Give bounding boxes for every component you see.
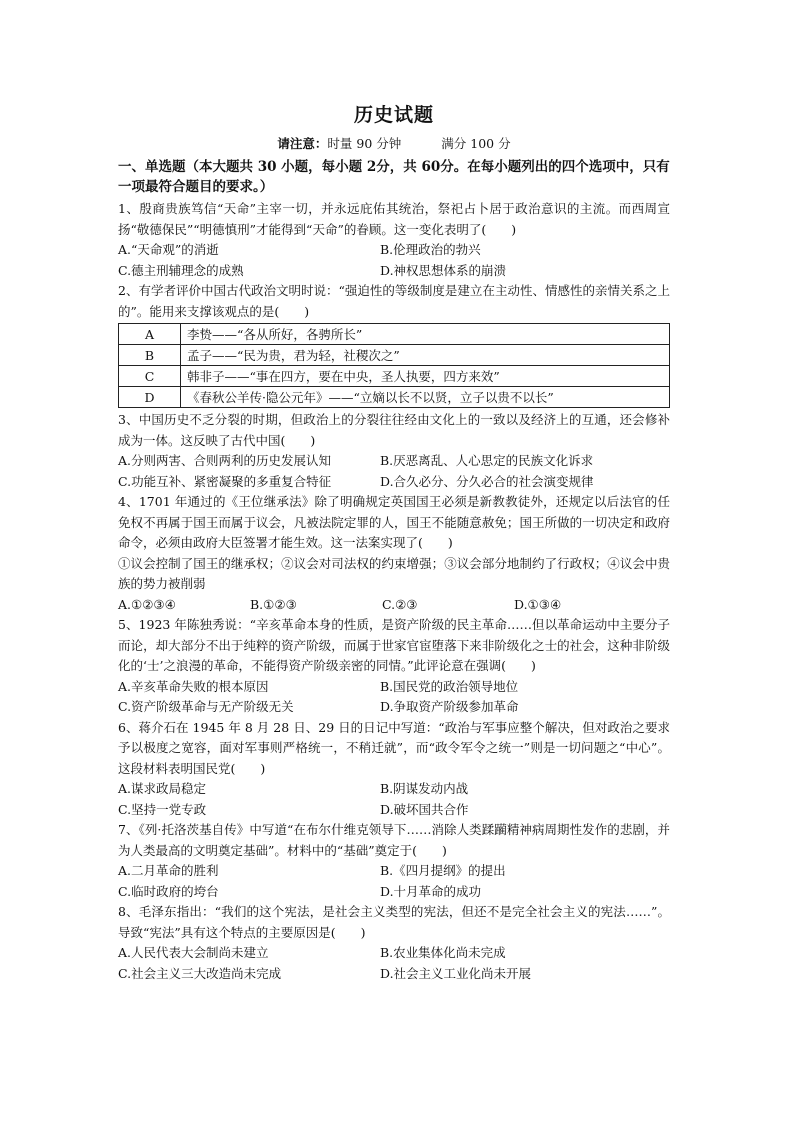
option-key: C: [119, 366, 181, 387]
option-a: A.辛亥革命失败的根本原因: [118, 678, 269, 694]
question-2-options-table: [118, 323, 670, 408]
option-c: C.资产阶级革命与无产阶级无关: [118, 699, 294, 714]
option-a: A.二月革命的胜利: [118, 863, 219, 878]
table-row: [119, 345, 670, 366]
question-4-stem: 4、1701 年通过的《王位继承法》除了明确规定英国国王必须是新教教徒外，还规定以后法官的任免权不再属于国王而属于议会，凡被法院定罪的人，国王不能随意赦免；国王所做的一切决定和政府命令，必须由政府大臣签署才能生效。这一法案实现了( ): [118, 494, 670, 550]
question-3-options: [118, 451, 670, 492]
question-5-stem: 5、1923 年陈独秀说：“辛亥革命本身的性质，是资产阶级的民主革命……但以革命运动中主要分子而论，却大部分不出于纯粹的资产阶级，而属于世家官宦堕落下来非阶级化之士的社会，这种非阶级化的‘士’之浪漫的革命，不能得资产阶级亲密的同情。”此评论意在强调( ): [118, 617, 670, 673]
question-1-options: [118, 240, 670, 281]
option-text: 《春秋公羊传·隐公元年》——“立嫡以长不以贤，立子以贵不以长”: [181, 387, 670, 408]
option-text: 韩非子——“事在四方，要在中央，圣人执要，四方来效”: [181, 366, 670, 387]
option-d: D.神权思想体系的崩溃: [380, 262, 507, 278]
option-c: C.社会主义三大改造尚未完成: [118, 965, 282, 981]
option-d: D.社会主义工业化尚未开展: [380, 965, 532, 981]
question-7-options: [118, 861, 670, 902]
option-text: 李贽——“各从所好，各骋所长”: [181, 324, 670, 345]
page-title: 历史试题: [353, 104, 434, 126]
question-8-options: [118, 943, 670, 984]
option-b: B.《四月提纲》的提出: [380, 863, 506, 878]
table-row: [119, 387, 670, 408]
option-b: B.农业集体化尚未完成: [380, 945, 506, 960]
question-4-options: [118, 595, 670, 616]
option-key: B: [119, 345, 181, 366]
option-c: C.坚持一党专政: [118, 801, 207, 817]
option-a: A.谋求政局稳定: [118, 781, 207, 796]
question-7-stem: 7、《列·托洛茨基自传》中写道“在布尔什维克领导下……消除人类蹂躏精神病周期性发作的悲剧，并为人类最高的文明奠定基础”。材料中的“基础”奠定于( ): [118, 822, 670, 858]
option-d: D.争取资产阶级参加革命: [380, 699, 519, 714]
option-a: A.①②③④: [118, 596, 176, 612]
option-a: A.“天命观”的消逝: [118, 242, 219, 257]
question-3-stem: 3、中国历史不乏分裂的时期，但政治上的分裂往往经由文化上的一致以及经济上的互通，还会修补成为一体。这反映了古代中国( ): [118, 412, 670, 448]
notice-score: 满分 100 分: [441, 136, 511, 151]
table-row: [119, 366, 670, 387]
option-text: 孟子——“民为贵，君为轻，社稷次之”: [181, 345, 670, 366]
option-key: A: [119, 324, 181, 345]
option-d: D.合久必分、分久必合的社会演变规律: [380, 473, 594, 489]
notice-time: 时量 90 分钟: [327, 136, 402, 151]
option-b: B.①②③: [250, 596, 297, 612]
option-b: B.阴谋发动内战: [380, 781, 469, 796]
option-b: B.伦理政治的勃兴: [380, 242, 481, 257]
option-a: A.分则两害、合则两利的历史发展认知: [118, 453, 332, 468]
option-c: C.功能互补、紧密凝聚的多重复合特征: [118, 473, 332, 489]
option-d: D.十月革命的成功: [380, 883, 482, 899]
question-5-options: [118, 677, 670, 718]
question-4-statements: ①议会控制了国王的继承权；②议会对司法权的约束增强；③议会部分地制约了行政权；④议会中贵族的势力被削弱: [118, 555, 670, 591]
option-c: C.德主刑辅理念的成熟: [118, 262, 244, 278]
option-b: B.厌恶离乱、人心思定的民族文化诉求: [380, 453, 594, 468]
question-2-stem: 2、有学者评价中国古代政治文明时说：“强迫性的等级制度是建立在主动性、情感性的亲情关系之上的”。能用来支撑该观点的是( ): [118, 283, 670, 319]
option-c: C.临时政府的垮台: [118, 883, 219, 899]
question-6-options: [118, 779, 670, 820]
question-8-stem: 8、毛泽东指出：“我们的这个宪法，是社会主义类型的宪法，但还不是完全社会主义的宪法……”。导致“宪法”具有这个特点的主要原因是( ): [118, 904, 670, 940]
question-1-stem: 1、殷商贵族笃信“天命”主宰一切，并永远庇佑其统治，祭祀占卜居于政治意识的主流。而西周宣扬“敬德保民”“明德慎刑”才能得到“天命”的眷顾。这一变化表明了( ): [118, 201, 670, 237]
table-row: [119, 324, 670, 345]
option-b: B.国民党的政治领导地位: [380, 678, 519, 694]
notice-label: 请注意：: [277, 136, 328, 151]
option-key: D: [119, 387, 181, 408]
question-6-stem: 6、蒋介石在 1945 年 8 月 28 日、29 日的日记中写道：“政治与军事应整个解决，但对政治之要求予以极度之宽容，面对军事则严格统一，不稍迁就”，而“政令军令之统一”则是一切问题之“中心”。这段材料表明国民党( ): [118, 719, 670, 776]
option-c: C.②③: [382, 596, 418, 612]
option-d: D.破坏国共合作: [380, 801, 469, 817]
section-heading: 一、单选题（本大题共 30 小题，每小题 2分，共 60分。在每小题列出的四个选项中，只有一项最符合题目的要求。）: [118, 159, 670, 195]
option-a: A.人民代表大会制尚未建立: [118, 945, 269, 960]
exam-notice: [118, 134, 670, 152]
exam-page: [118, 100, 670, 984]
option-d: D.①③④: [514, 596, 562, 612]
